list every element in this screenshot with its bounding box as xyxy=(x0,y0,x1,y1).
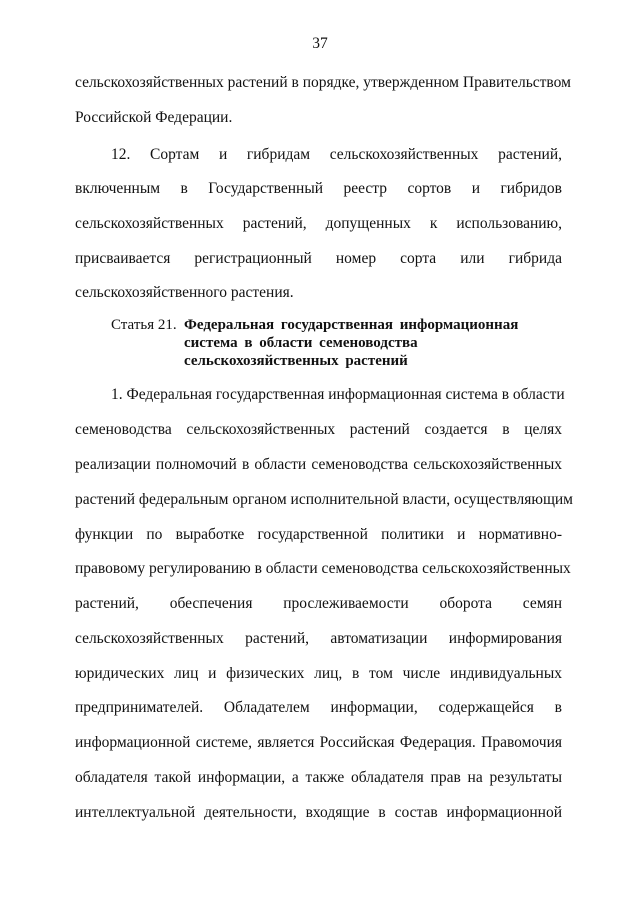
article-title xyxy=(184,316,518,370)
article-label: Статья 21. xyxy=(111,317,177,333)
paragraph-1-line: реализации полномочий в области семеноводства сельскохозяйственных xyxy=(75,456,562,473)
paragraph-12-line: включенным в Государственный реестр сортов и гибридов xyxy=(75,180,562,197)
paragraph-1-line: предпринимателей. Обладателем информации, содержащейся в xyxy=(75,699,562,716)
paragraph-1-line: юридических лиц и физических лиц, в том числе индивидуальных xyxy=(75,665,562,682)
paragraph-1-line: 1. Федеральная государственная информационная система в области xyxy=(111,386,565,403)
paragraph-1-line: сельскохозяйственных растений, автоматизации информирования xyxy=(75,630,562,647)
paragraph-12-line: сельскохозяйственных растений, допущенных к использованию, xyxy=(75,215,562,232)
paragraph-1-line: обладателя такой информации, а также обладателя прав на результаты xyxy=(75,769,562,786)
paragraph-12-line: 12. Сортам и гибридам сельскохозяйственных растений, xyxy=(111,146,562,163)
paragraph-1-line: функции по выработке государственной политики и нормативно- xyxy=(75,526,562,543)
article-title-line: Федеральная государственная информационная xyxy=(184,317,519,333)
paragraph-12-line: сельскохозяйственного растения. xyxy=(75,284,294,301)
paragraph-1-line: семеноводства сельскохозяйственных растений создается в целях xyxy=(75,421,562,438)
text-line: сельскохозяйственных растений в порядке, утвержденном Правительством xyxy=(75,74,571,91)
article-title-line: система в области семеноводства xyxy=(184,335,418,351)
paragraph-1-line: информационной системе, является Российская Федерация. Правомочия xyxy=(75,734,562,751)
text-line: Российской Федерации. xyxy=(75,109,233,126)
paragraph-1-line: растений федеральным органом исполнительной власти, осуществляющим xyxy=(75,491,573,508)
paragraph-12-line: присваивается регистрационный номер сорта или гибрида xyxy=(75,250,562,267)
paragraph-1-line: интеллектуальной деятельности, входящие в состав информационной xyxy=(75,804,562,821)
article-title-line: сельскохозяйственных растений xyxy=(184,353,408,369)
paragraph-1-line: правовому регулированию в области семеноводства сельскохозяйственных xyxy=(75,560,571,577)
page-number: 37 xyxy=(312,35,328,52)
paragraph-1-line: растений, обеспечения прослеживаемости оборота семян xyxy=(75,595,562,612)
